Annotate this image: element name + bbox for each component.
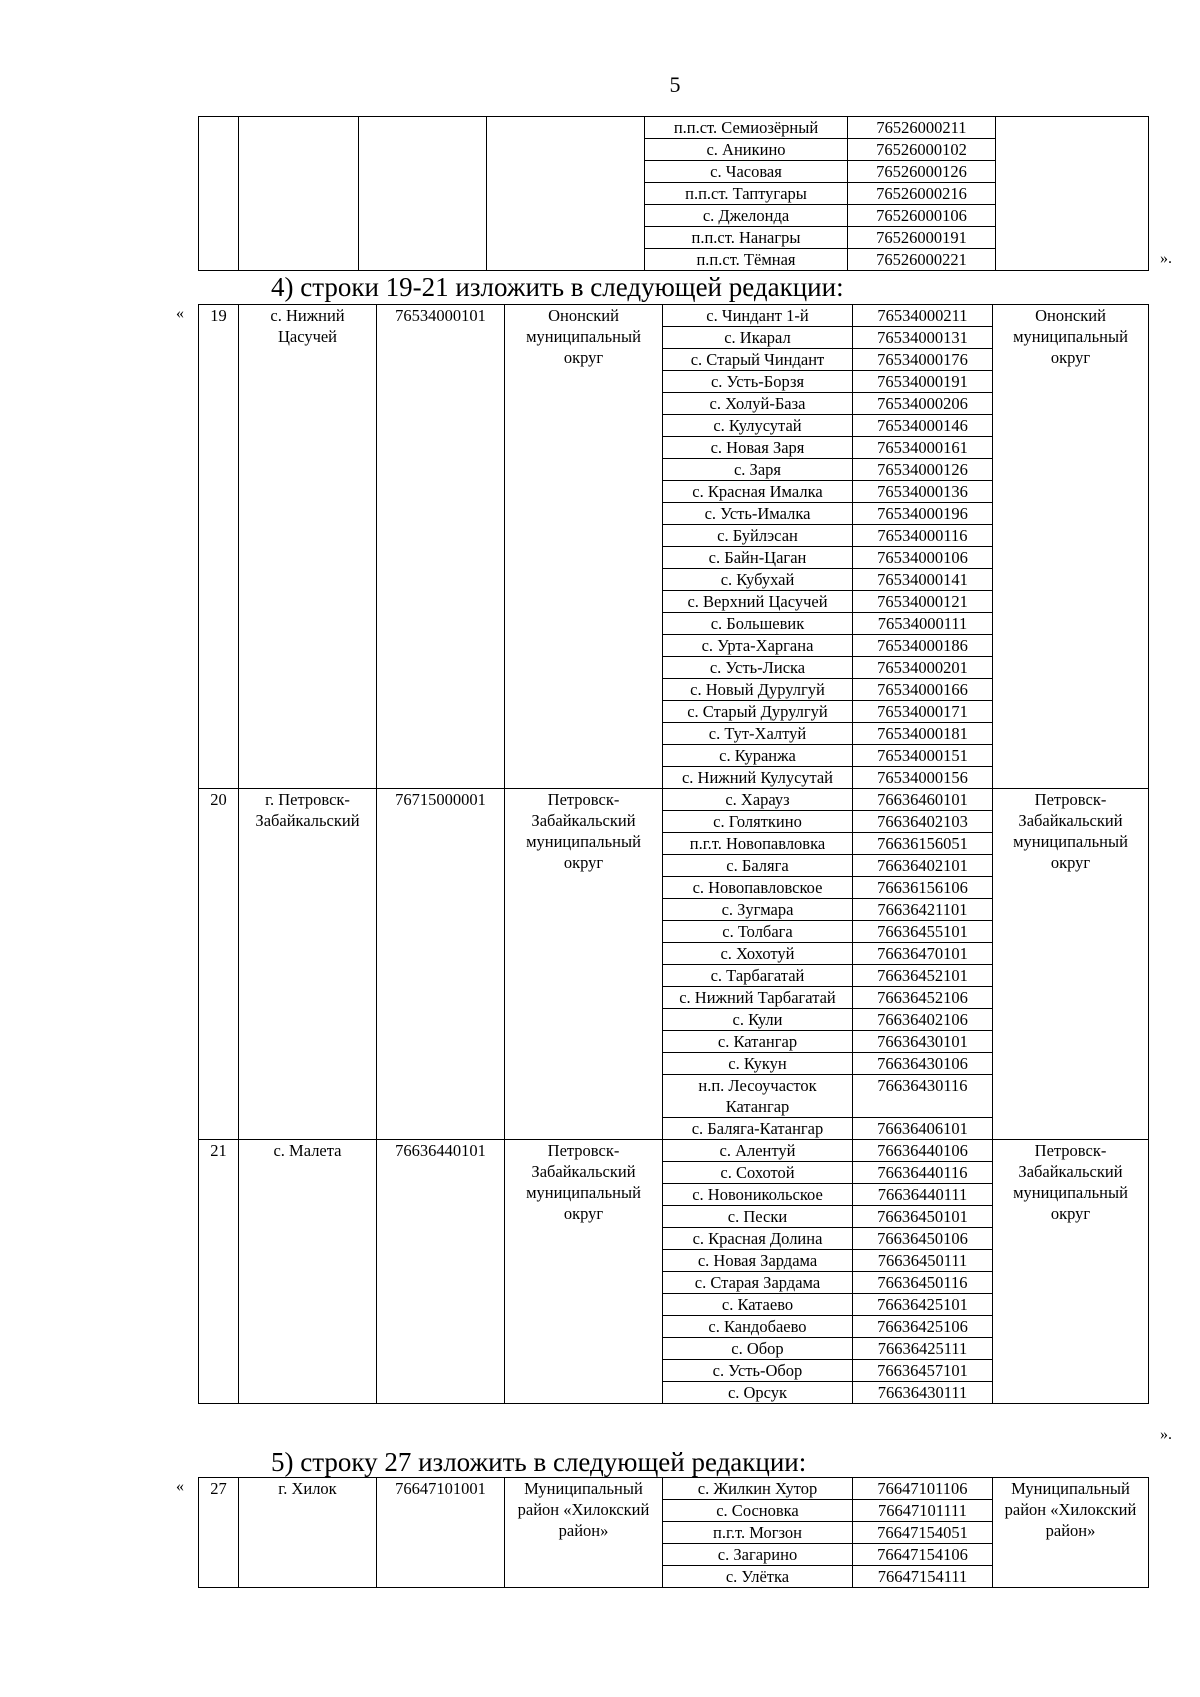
district-name: Петровск-Забайкальский муниципальный округ [505,1140,663,1404]
settlement-name: с. Нижний Тарбагатай [663,987,853,1009]
settlement-code: 76636452106 [853,987,993,1009]
row-number: 19 [199,305,239,789]
administrative-center: с. Малета [239,1140,377,1404]
settlement-code: 76647101106 [853,1478,993,1500]
settlement-code: 76534000186 [853,635,993,657]
table-row [199,305,1149,327]
closing-quote: ». [1160,1426,1172,1443]
row-number: 21 [199,1140,239,1404]
district-name: Петровск-Забайкальский муниципальный округ [505,789,663,1140]
center-code: 76636440101 [377,1140,505,1404]
new-district-name: Петровск-Забайкальский муниципальный округ [993,789,1149,1140]
settlement-name: с. Сосновка [663,1500,853,1522]
settlement-code: 76636421101 [853,899,993,921]
administrative-center: с. Нижний Цасучей [239,305,377,789]
settlement-name: с. Пески [663,1206,853,1228]
settlement-name: с. Чиндант 1-й [663,305,853,327]
center-cell [239,117,359,271]
settlement-code: 76647154111 [853,1566,993,1588]
settlement-name: с. Новая Заря [663,437,853,459]
settlement-code: 76534000171 [853,701,993,723]
settlement-name: с. Новоникольское [663,1184,853,1206]
settlement-name: с. Улётка [663,1566,853,1588]
settlement-code: 76647154106 [853,1544,993,1566]
closing-quote: ». [1160,250,1172,267]
settlement-code: 76534000106 [853,547,993,569]
settlement-code: 76636430101 [853,1031,993,1053]
settlement-code: 76636440106 [853,1140,993,1162]
settlement-name: с. Катангар [663,1031,853,1053]
settlement-code: 76636440116 [853,1162,993,1184]
settlement-code: 76636156106 [853,877,993,899]
settlement-name: с. Джелонда [645,205,848,227]
settlement-name: с. Холуй-База [663,393,853,415]
settlement-code: 76636402101 [853,855,993,877]
settlement-code: 76534000176 [853,349,993,371]
settlement-name: с. Красная Ималка [663,481,853,503]
settlement-name: с. Кули [663,1009,853,1031]
settlement-name: с. Голяткино [663,811,853,833]
settlement-name: п.г.т. Могзон [663,1522,853,1544]
new-district-name: Ононский муниципальный округ [993,305,1149,789]
settlement-name: с. Старый Дурулгуй [663,701,853,723]
settlement-name: с. Новый Дурулгуй [663,679,853,701]
settlement-code: 76534000146 [853,415,993,437]
settlement-code: 76534000141 [853,569,993,591]
settlement-code: 76636425111 [853,1338,993,1360]
settlement-code: 76636425101 [853,1294,993,1316]
row-number: 20 [199,789,239,1140]
new-district-name: Петровск-Забайкальский муниципальный округ [993,1140,1149,1404]
settlement-code: 76636450106 [853,1228,993,1250]
settlement-name: с. Красная Долина [663,1228,853,1250]
settlement-code: 76534000196 [853,503,993,525]
settlement-code: 76534000111 [853,613,993,635]
settlement-code: 76647101111 [853,1500,993,1522]
settlement-name: с. Куранжа [663,745,853,767]
settlement-code: 76636425106 [853,1316,993,1338]
table-row-27 [198,1477,1149,1588]
settlement-name: с. Сохотой [663,1162,853,1184]
settlement-name: с. Обор [663,1338,853,1360]
settlement-code: 76636402106 [853,1009,993,1031]
settlement-name: с. Урта-Харгана [663,635,853,657]
center-code: 76715000001 [377,789,505,1140]
table-row [199,789,1149,811]
settlement-name: с. Толбага [663,921,853,943]
settlement-name: с. Старая Зардама [663,1272,853,1294]
settlement-code: 76636430106 [853,1053,993,1075]
settlement-name: с. Новая Зардама [663,1250,853,1272]
settlement-name: с. Икарал [663,327,853,349]
page-number: 5 [669,72,681,97]
settlement-name: с. Усть-Обор [663,1360,853,1382]
table-row [199,1140,1149,1162]
center-code: 76647101001 [377,1478,505,1588]
settlement-code: 76636450111 [853,1250,993,1272]
settlement-code: 76636450101 [853,1206,993,1228]
settlement-name: с. Кубухай [663,569,853,591]
new-district-name: Муниципальный район «Хилокский район» [993,1478,1149,1588]
table-row [199,117,1149,139]
settlement-name: с. Старый Чиндант [663,349,853,371]
settlement-name: с. Кулусутай [663,415,853,437]
settlement-code: 76534000121 [853,591,993,613]
settlement-name: с. Усть-Ималка [663,503,853,525]
settlement-name: с. Алентуй [663,1140,853,1162]
settlement-code: 76636450116 [853,1272,993,1294]
settlement-name: с. Харауз [663,789,853,811]
settlement-code: 76534000126 [853,459,993,481]
settlement-name: с. Тут-Халтуй [663,723,853,745]
settlement-code: 76526000221 [848,249,996,271]
settlement-code: 76534000116 [853,525,993,547]
settlement-code: 76526000191 [848,227,996,249]
settlement-code: 76534000156 [853,767,993,789]
settlement-code: 76636406101 [853,1118,993,1140]
settlement-name: п.п.ст. Тёмная [645,249,848,271]
settlement-name: с. Часовая [645,161,848,183]
settlement-name: с. Катаево [663,1294,853,1316]
settlement-code: 76526000126 [848,161,996,183]
settlement-code: 76636457101 [853,1360,993,1382]
settlement-code: 76647154051 [853,1522,993,1544]
settlement-name: с. Кандобаево [663,1316,853,1338]
settlement-name: с. Тарбагатай [663,965,853,987]
administrative-center: г. Хилок [239,1478,377,1588]
section-heading-5: 5) строку 27 изложить в следующей редакции: [271,1447,807,1477]
settlement-name: с. Усть-Лиска [663,657,853,679]
settlement-name: с. Байн-Цаган [663,547,853,569]
settlement-code: 76534000211 [853,305,993,327]
settlement-name: с. Аникино [645,139,848,161]
settlement-name: с. Орсук [663,1382,853,1404]
settlement-name: н.п. Лесоучасток Катангар [663,1075,853,1118]
settlement-name: с. Зугмара [663,899,853,921]
center-code-cell [359,117,487,271]
table-continued [198,116,1149,271]
settlement-code: 76534000161 [853,437,993,459]
opening-quote: « [176,305,184,322]
settlement-code: 76636430111 [853,1382,993,1404]
settlement-code: 76534000166 [853,679,993,701]
settlement-name: с. Хохотуй [663,943,853,965]
settlement-code: 76534000136 [853,481,993,503]
settlement-name: с. Новопавловское [663,877,853,899]
settlement-name: с. Заря [663,459,853,481]
settlement-name: с. Кукун [663,1053,853,1075]
settlement-code: 76534000131 [853,327,993,349]
section-heading-4: 4) строки 19-21 изложить в следующей редакции: [271,272,844,302]
settlement-name: с. Усть-Борзя [663,371,853,393]
row-number: 27 [199,1478,239,1588]
settlement-name: п.г.т. Новопавловка [663,833,853,855]
settlement-code: 76534000191 [853,371,993,393]
settlement-code: 76636430116 [853,1075,993,1118]
settlement-code: 76636402103 [853,811,993,833]
administrative-center: г. Петровск-Забайкальский [239,789,377,1140]
settlement-name: с. Буйлэсан [663,525,853,547]
district-cell [487,117,645,271]
district-name: Муниципальный район «Хилокский район» [505,1478,663,1588]
settlement-code: 76636470101 [853,943,993,965]
settlement-name: п.п.ст. Таптугары [645,183,848,205]
settlement-code: 76636440111 [853,1184,993,1206]
district-name: Ононский муниципальный округ [505,305,663,789]
settlement-name: с. Жилкин Хутор [663,1478,853,1500]
settlement-code: 76526000102 [848,139,996,161]
settlement-name: с. Нижний Кулусутай [663,767,853,789]
table-rows-19-21 [198,304,1149,1404]
settlement-code: 76636455101 [853,921,993,943]
settlement-code: 76526000216 [848,183,996,205]
settlement-name: с. Загарино [663,1544,853,1566]
settlement-name: п.п.ст. Семиозёрный [645,117,848,139]
settlement-code: 76534000201 [853,657,993,679]
settlement-code: 76534000151 [853,745,993,767]
settlement-name: с. Баляга-Катангар [663,1118,853,1140]
settlement-name: с. Верхний Цасучей [663,591,853,613]
settlement-code: 76534000181 [853,723,993,745]
settlement-code: 76636452101 [853,965,993,987]
new-district-cell [996,117,1149,271]
settlement-name: с. Баляга [663,855,853,877]
settlement-name: с. Большевик [663,613,853,635]
settlement-code: 76636156051 [853,833,993,855]
settlement-code: 76526000106 [848,205,996,227]
table-row [199,1478,1149,1500]
settlement-code: 76526000211 [848,117,996,139]
center-code: 76534000101 [377,305,505,789]
settlement-code: 76636460101 [853,789,993,811]
settlement-code: 76534000206 [853,393,993,415]
row-number-cell [199,117,239,271]
settlement-name: п.п.ст. Нанагры [645,227,848,249]
opening-quote: « [176,1478,184,1495]
